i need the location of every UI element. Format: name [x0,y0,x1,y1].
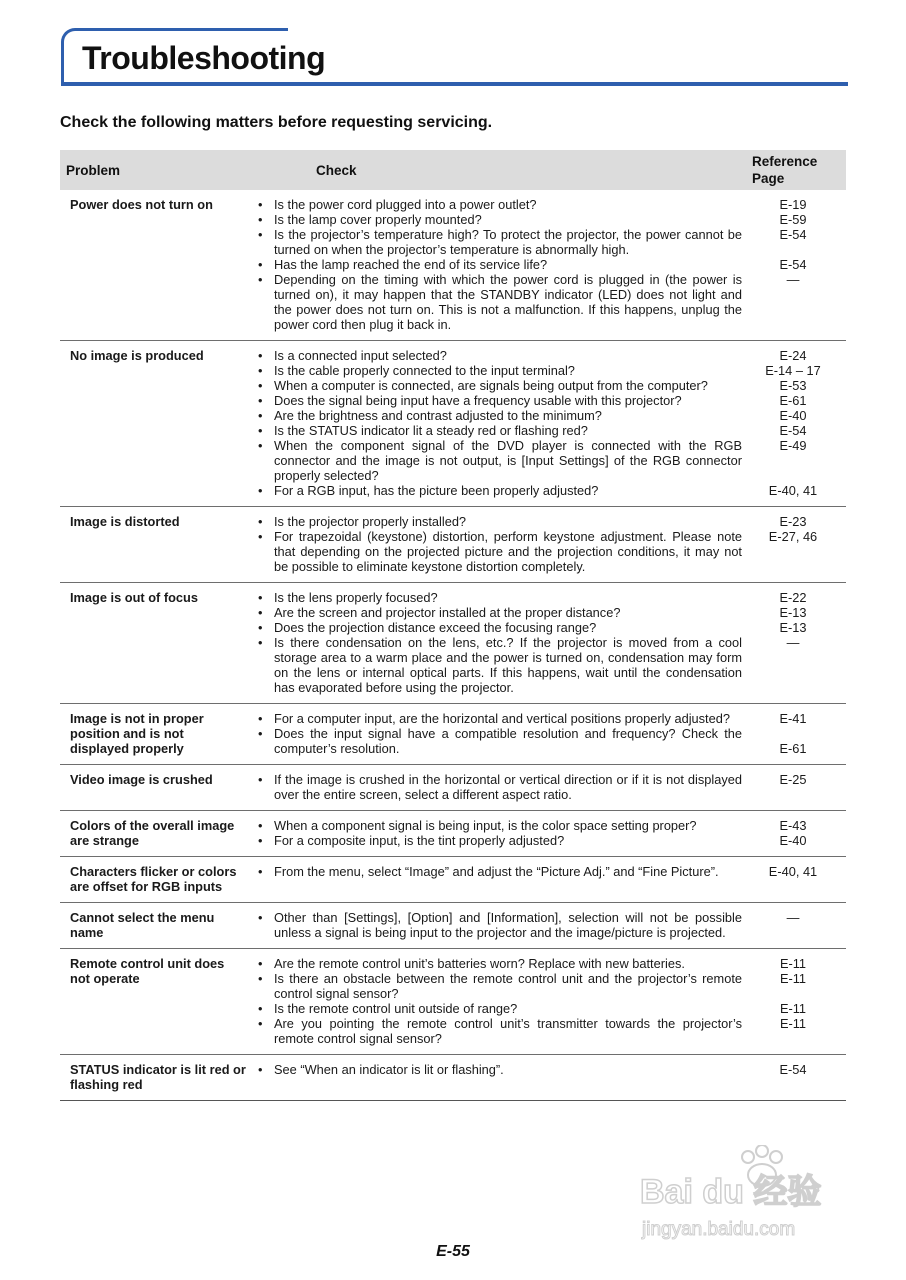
reference-cell [752,949,846,1055]
check-item: • When the component signal of the DVD player is connected with the RGB connector and the image is not output, is [Input Settings] of the RGB connector properly selected? [256,438,742,483]
reference-page: E-13 [779,605,807,620]
column-header-problem: Problem [60,150,256,190]
reference-page: E-49 [779,438,807,453]
section-subtitle: Check the following matters before requesting servicing. [60,114,493,131]
check-item: • Depending on the timing with which the power cord is plugged in (the power is turned on), it may happen that the STANDBY indicator (LED) does not light and the power does not turn on. This is not a malfunction. If this happens, unplug the power cord then plug it back in. [256,272,742,332]
check-cell [256,190,752,341]
reference-page: E-22 [779,590,807,605]
reference-page: E-41 [779,711,807,726]
reference-cell [752,583,846,704]
table-row [60,341,846,507]
check-cell [256,507,752,583]
reference-cell [752,704,846,765]
reference-page: E-54 [779,257,807,272]
reference-page: E-11 [779,971,807,986]
check-list [256,1062,742,1077]
reference-page: E-40 [779,408,807,423]
watermark-url-text: jingyan.baidu.com [642,1219,796,1240]
check-item: • Is the remote control unit outside of range? [256,1001,742,1016]
check-list [256,514,742,574]
reference-page: E-43 [779,818,807,833]
table-row [60,903,846,949]
table-row [60,1055,846,1101]
check-cell [256,765,752,811]
check-item: • Other than [Settings], [Option] and [Information], selection will not be possible unless a signal is being input to the projector and the image/picture is projected. [256,910,742,940]
check-item: • For trapezoidal (keystone) distortion, perform keystone adjustment. Please note that depending on the projected picture and the projection conditions, it may not be possible to eliminate keystone distortion completely. [256,529,742,574]
check-item: • For a composite input, is the tint properly adjusted? [256,833,742,848]
problem-cell: Characters flicker or colors are offset for RGB inputs [60,857,256,903]
reference-cell [752,811,846,857]
check-item: • Are the remote control unit’s batteries worn? Replace with new batteries. [256,956,742,971]
reference-page [752,453,834,468]
reference-cell [752,1055,846,1101]
problem-cell: Image is distorted [60,507,256,583]
problem-cell: No image is produced [60,341,256,507]
check-item: • For a computer input, are the horizontal and vertical positions properly adjusted? [256,711,742,726]
check-cell [256,949,752,1055]
column-header-check: Check [256,150,752,190]
reference-cell [752,341,846,507]
check-item: • When a component signal is being input, is the color space setting proper? [256,818,742,833]
check-item: • Is the power cord plugged into a power outlet? [256,197,742,212]
problem-cell: Colors of the overall image are strange [60,811,256,857]
reference-page: — [786,635,800,650]
column-header-reference: Reference Page [752,150,846,190]
check-list [256,197,742,332]
troubleshooting-table [60,150,846,1101]
page-number: E-55 [436,1243,470,1260]
check-item: • Is the projector’s temperature high? To protect the projector, the power cannot be turned on when the projector’s temperature is abnormally high. [256,227,742,257]
page-title: Troubleshooting [82,40,326,76]
reference-page: — [786,272,800,287]
table-body [60,190,846,1101]
check-list [256,818,742,848]
reference-page: E-11 [779,1001,807,1016]
reference-page: E-11 [779,1016,807,1031]
reference-page: E-27, 46 [768,529,818,544]
reference-page: E-54 [779,423,807,438]
problem-cell: Cannot select the menu name [60,903,256,949]
check-list [256,711,742,756]
table-row [60,583,846,704]
check-cell [256,704,752,765]
reference-cell [752,903,846,949]
check-item: • From the menu, select “Image” and adjust the “Picture Adj.” and “Fine Picture”. [256,864,742,879]
table-row [60,765,846,811]
table-row [60,507,846,583]
problem-cell: Remote control unit does not operate [60,949,256,1055]
check-item: • If the image is crushed in the horizontal or vertical direction or if it is not displayed over the entire screen, select a different aspect ratio. [256,772,742,802]
check-item: • Does the input signal have a compatible resolution and frequency? Check the computer’s resolution. [256,726,742,756]
problem-cell: STATUS indicator is lit red or flashing red [60,1055,256,1101]
check-item: • Is the lens properly focused? [256,590,742,605]
table-row [60,811,846,857]
baidu-jingyan-watermark [640,1145,860,1245]
reference-page: E-61 [779,393,807,408]
reference-cell [752,190,846,341]
check-cell [256,811,752,857]
reference-page: E-23 [779,514,807,529]
problem-cell: Video image is crushed [60,765,256,811]
problem-cell: Image is not in proper position and is not displayed properly [60,704,256,765]
check-item: • Is the cable properly connected to the input terminal? [256,363,742,378]
reference-page [752,242,834,257]
check-cell [256,583,752,704]
check-list [256,956,742,1046]
reference-page: E-59 [779,212,807,227]
reference-page [752,986,834,1001]
reference-page: E-40 [779,833,807,848]
check-item: • Does the projection distance exceed the focusing range? [256,620,742,635]
check-item: • Are the brightness and contrast adjusted to the minimum? [256,408,742,423]
check-list [256,590,742,695]
reference-cell [752,857,846,903]
check-item: • When a computer is connected, are signals being output from the computer? [256,378,742,393]
problem-cell: Power does not turn on [60,190,256,341]
check-item: • Is there an obstacle between the remote control unit and the projector’s remote control signal sensor? [256,971,742,1001]
check-item: • For a RGB input, has the picture been properly adjusted? [256,483,742,498]
problem-cell: Image is out of focus [60,583,256,704]
check-list [256,772,742,802]
reference-cell [752,507,846,583]
reference-page: — [786,910,800,925]
reference-page: E-53 [779,378,807,393]
reference-page: E-40, 41 [768,864,818,879]
reference-cell [752,765,846,811]
reference-page: E-54 [779,227,807,242]
check-item: • Is there condensation on the lens, etc.? If the projector is moved from a cool storage area to a warm place and the power is turned on, condensation may form on the lens or internal optical parts. If this happens, wait until the condensation has evaporated before using the projector. [256,635,742,695]
check-item: • Are you pointing the remote control unit’s transmitter towards the projector’s remote control signal sensor? [256,1016,742,1046]
check-item: • Does the signal being input have a frequency usable with this projector? [256,393,742,408]
reference-page: E-25 [779,772,807,787]
watermark-brand-text: Bai du 经验 [640,1173,822,1211]
table-header-row [60,150,846,190]
reference-page: E-13 [779,620,807,635]
check-list [256,864,742,879]
check-cell [256,1055,752,1101]
table-row [60,857,846,903]
check-cell [256,903,752,949]
reference-page: E-61 [779,741,807,756]
check-item: • Is the STATUS indicator lit a steady red or flashing red? [256,423,742,438]
reference-page: E-40, 41 [768,483,818,498]
reference-page: E-24 [779,348,807,363]
check-item: • Is the lamp cover properly mounted? [256,212,742,227]
check-cell [256,341,752,507]
reference-page: E-14 – 17 [765,363,821,378]
check-item: • See “When an indicator is lit or flashing”. [256,1062,742,1077]
table-row [60,704,846,765]
reference-page: E-11 [779,956,807,971]
check-item: • Is the projector properly installed? [256,514,742,529]
reference-page: E-19 [779,197,807,212]
check-item: • Is a connected input selected? [256,348,742,363]
check-item: • Has the lamp reached the end of its service life? [256,257,742,272]
table-row [60,949,846,1055]
table-row [60,190,846,341]
reference-page [752,468,834,483]
reference-page: E-54 [779,1062,807,1077]
check-list [256,910,742,940]
check-item: • Are the screen and projector installed at the proper distance? [256,605,742,620]
check-list [256,348,742,498]
check-cell [256,857,752,903]
reference-page [752,726,834,741]
